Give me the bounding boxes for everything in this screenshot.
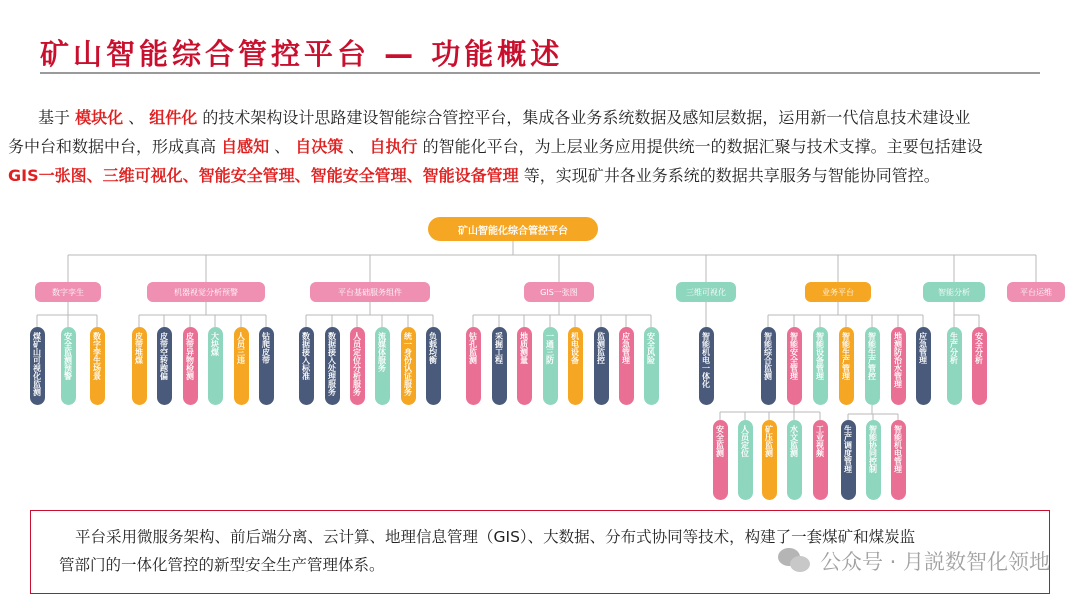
intro-line-1 [8, 103, 1080, 132]
intro-text: 的技术架构设计思路建设智能综合管控平台，集成各业务系统数据及感知层数据，运用新一代信息技术建设业 [197, 108, 971, 127]
summary-line-1: 平台采用微服务架构、前后端分离、云计算、地理信息管理（GIS）、大数据、分布式协同等技术，构建了一套煤矿和煤炭监 [75, 528, 916, 546]
leaf-node: 采掘工程 [492, 327, 507, 405]
intro-line-3 [8, 161, 1080, 190]
sub-leaf-node: 智能机电管理 [891, 420, 906, 500]
intro-highlight: 自决策 [295, 137, 344, 156]
intro-highlight: 自感知 [221, 137, 270, 156]
leaf-node: 机电设备 [568, 327, 583, 405]
category-node: 平台基础服务组件 [310, 282, 430, 302]
wechat-icon [778, 548, 812, 574]
sub-leaf-node: 人员定位 [738, 420, 753, 500]
sub-leaf-node: 安全监测 [713, 420, 728, 500]
leaf-node: 应急管理 [916, 327, 931, 405]
diagram-root-node: 矿山智能化综合管控平台 [428, 217, 598, 241]
architecture-diagram [0, 205, 1080, 510]
category-node: 平台运维 [1007, 282, 1065, 302]
category-node: 机器视觉分析预警 [147, 282, 265, 302]
sub-leaf-node: 生产调度管理 [841, 420, 856, 500]
sub-leaf-node: 工业视频 [813, 420, 828, 500]
summary-line-2: 管部门的一体化管控的新型安全生产管理体系。 [59, 556, 385, 574]
intro-text: 的智能化平台，为上层业务应用提供统一的数据汇聚与技术支撑。主要包括建设 [417, 137, 983, 156]
intro-text: 务中台和数据中台，形成真高 [8, 137, 222, 156]
intro-highlight: 模块化 [75, 108, 124, 127]
leaf-node: 数字孪生场景 [90, 327, 105, 405]
leaf-node: 钻孔监测 [466, 327, 481, 405]
watermark-text: 公众号 · 月説数智化领地 [819, 550, 1050, 574]
leaf-node: 安全监测预警 [61, 327, 76, 405]
leaf-node: 地测防治水管理 [891, 327, 906, 405]
leaf-node: 煤矿山可视化监测 [30, 327, 45, 405]
intro-highlight: GIS一张图、三维可视化、智能安全管理、智能安全管理、智能设备管理 [8, 166, 519, 185]
leaf-node: 智能综合监测 [761, 327, 776, 405]
intro-highlight: 组件化 [149, 108, 198, 127]
leaf-node: 安全风险 [644, 327, 659, 405]
leaf-node: 皮带异物检测 [183, 327, 198, 405]
intro-text: 、 [123, 108, 150, 127]
intro-highlight: 自执行 [369, 137, 418, 156]
category-node: 智能分析 [923, 282, 985, 302]
leaf-node: 智能机电一体化 [699, 327, 714, 405]
sub-leaf-node: 智能协同控制 [866, 420, 881, 500]
leaf-node: 数据接入标准 [299, 327, 314, 405]
intro-text: 等，实现矿井各业务系统的数据共享服务与智能协同管控。 [518, 166, 940, 185]
intro-paragraph [8, 103, 1080, 190]
leaf-node: 皮带堆煤 [132, 327, 147, 405]
leaf-node: 应急管理 [619, 327, 634, 405]
leaf-node: 监测监控 [594, 327, 609, 405]
leaf-node: 智能设备管理 [813, 327, 828, 405]
leaf-node: 数据接入处理服务 [325, 327, 340, 405]
leaf-node: 负载均衡 [426, 327, 441, 405]
leaf-node: 统一身份认证服务 [401, 327, 416, 405]
category-node: 三维可视化 [676, 282, 736, 302]
leaf-node: 安全分析 [972, 327, 987, 405]
category-node: GIS一张图 [524, 282, 594, 302]
leaf-node: 人员定位分析服务 [350, 327, 365, 405]
leaf-node: 皮带空转跑偏 [157, 327, 172, 405]
category-node: 数字孪生 [35, 282, 101, 302]
sub-leaf-node: 矿压监测 [762, 420, 777, 500]
leaf-node: 流媒体服务 [375, 327, 390, 405]
intro-line-2 [8, 132, 1080, 161]
category-node: 业务平台 [805, 282, 871, 302]
leaf-node: 地质测量 [517, 327, 532, 405]
watermark [778, 546, 1050, 576]
leaf-node: 人员三违 [234, 327, 249, 405]
intro-text: 、 [343, 137, 370, 156]
leaf-node: 智能生产管理 [839, 327, 854, 405]
leaf-node: 一通三防 [543, 327, 558, 405]
leaf-node: 智能生产管控 [865, 327, 880, 405]
intro-text: 基于 [38, 108, 76, 127]
leaf-node: 钻爬皮带 [259, 327, 274, 405]
leaf-node: 大块煤 [208, 327, 223, 405]
sub-leaf-node: 水文监测 [787, 420, 802, 500]
leaf-node: 生产分析 [947, 327, 962, 405]
page-title: 矿山智能综合管控平台 — 功能概述 [40, 37, 564, 71]
title-divider [40, 72, 1040, 74]
leaf-node: 智能安全管理 [787, 327, 802, 405]
intro-text: 、 [269, 137, 296, 156]
